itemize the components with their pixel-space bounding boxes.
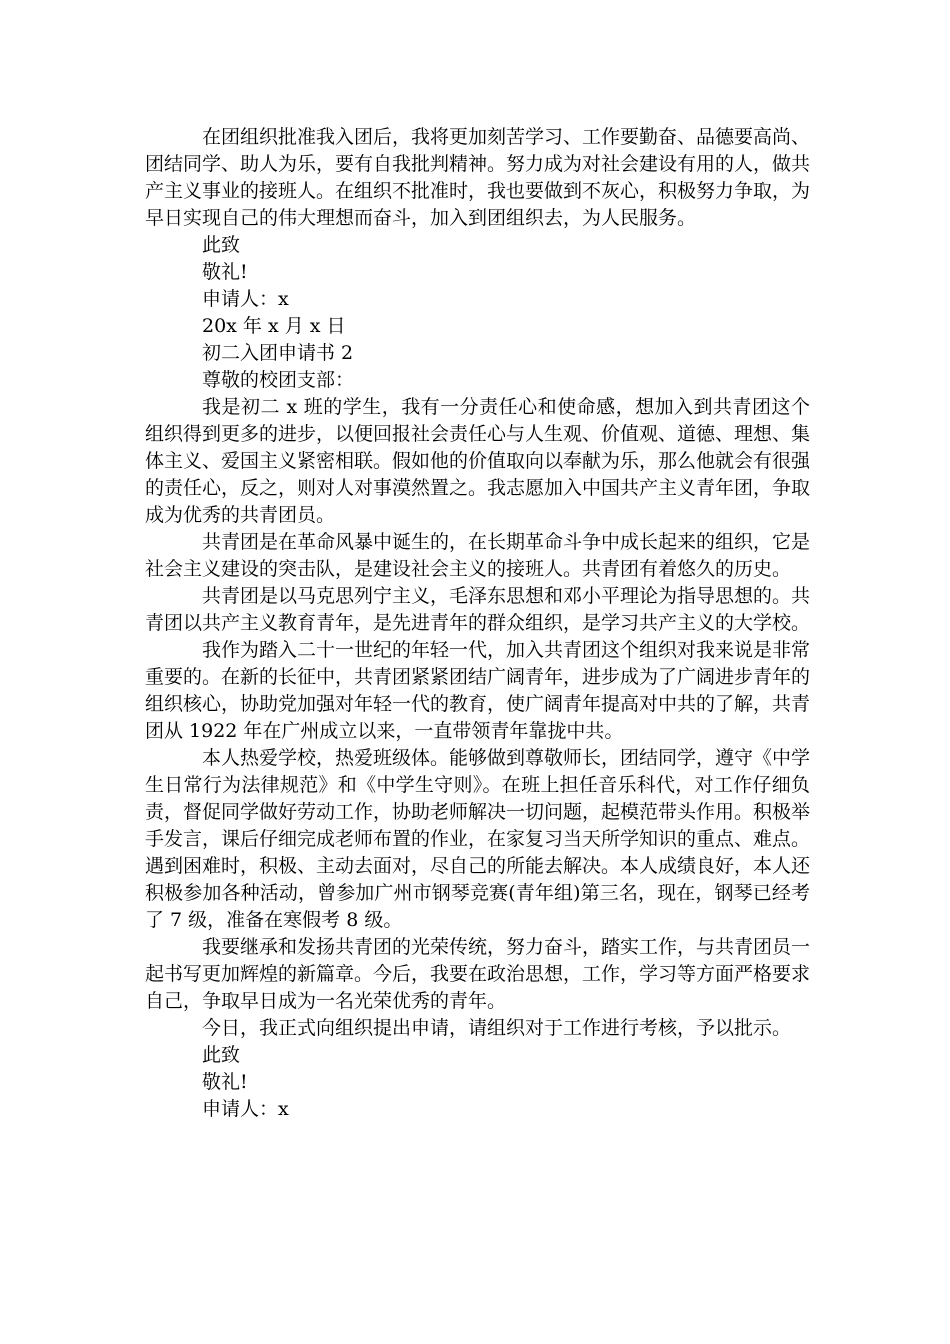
- application-date: 20x 年 x 月 x 日: [202, 315, 346, 337]
- document-body: [145, 124, 810, 1123]
- paragraph-resolution: 我要继承和发扬共青团的光荣传统，努力奋斗，踏实工作，与共青团员一起书写更加辉煌的新篇章。今后，我要在政治思想，工作，学习等方面严格要求自己，争取早日成为一名光荣优秀的青年。: [145, 936, 811, 1012]
- paragraph-request: 今日，我正式向组织提出申请，请组织对于工作进行考核，予以批示。: [202, 1017, 792, 1039]
- closing-cizhi: 此致: [202, 234, 241, 256]
- paragraph-importance: 我作为踏入二十一世纪的年轻一代，加入共青团这个组织对我来说是非常重要的。在新的长征中，共青团紧紧团结广阔青年，进步成为了广阔进步青年的组织核心，协助党加强对年轻一代的教育，使广阔青年提高对中共的了解，共青团从 1922 年在广州成立以来，一直带领青年靠拢中共。: [145, 639, 811, 742]
- closing-jingli: 敬礼!: [202, 261, 248, 283]
- salutation: 尊敬的校团支部：: [202, 369, 355, 391]
- applicant-signature: 申请人：x: [202, 288, 289, 310]
- applicant-signature-2: 申请人：x: [202, 1098, 289, 1120]
- paragraph-self-description: 本人热爱学校，热爱班级体。能够做到尊敬师长，团结同学，遵守《中学生日常行为法律规范》和《中学生守则》。在班上担任音乐科代，对工作仔细负责，督促同学做好劳动工作，协助老师解决一切问题，起模范带头作用。积极举手发言，课后仔细完成老师布置的作业，在家复习当天所学知识的重点、难点。遇到困难时，积极、主动去面对，尽自己的所能去解决。本人成绩良好，本人还积极参加各种活动，曾参加广州市钢琴竞赛(青年组)第三名，现在，钢琴已经考了 7 级，准备在寒假考 8 级。: [145, 747, 811, 931]
- closing-cizhi-2: 此致: [202, 1044, 241, 1066]
- paragraph-history: 共青团是在革命风暴中诞生的，在长期革命斗争中成长起来的组织，它是社会主义建设的突击队，是建设社会主义的接班人。共青团有着悠久的历史。: [145, 531, 811, 580]
- paragraph-commitment: 在团组织批准我入团后，我将更加刻苦学习、工作要勤奋、品德要高尚、团结同学、助人为乐，要有自我批判精神。努力成为对社会建设有用的人，做共产主义事业的接班人。在组织不批准时，我也要做到不灰心，积极努力争取，为早日实现自己的伟大理想而奋斗，加入到团组织去，为人民服务。: [145, 126, 811, 229]
- closing-jingli-2: 敬礼!: [202, 1071, 248, 1093]
- paragraph-ideology: 共青团是以马克思列宁主义，毛泽东思想和邓小平理论为指导思想的。共青团以共产主义教育青年，是先进青年的群众组织，是学习共产主义的大学校。: [145, 585, 811, 634]
- paragraph-intro: 我是初二 x 班的学生，我有一分责任心和使命感，想加入到共青团这个组织得到更多的进步，以便回报社会责任心与人生观、价值观、道德、理想、集体主义、爱国主义紧密相联。假如他的价值取向以奉献为乐，那么他就会有很强的责任心，反之，则对人对事漠然置之。我志愿加入中国共产主义青年团，争取成为优秀的共青团员。: [145, 396, 811, 526]
- section-heading: 初二入团申请书 2: [202, 342, 354, 364]
